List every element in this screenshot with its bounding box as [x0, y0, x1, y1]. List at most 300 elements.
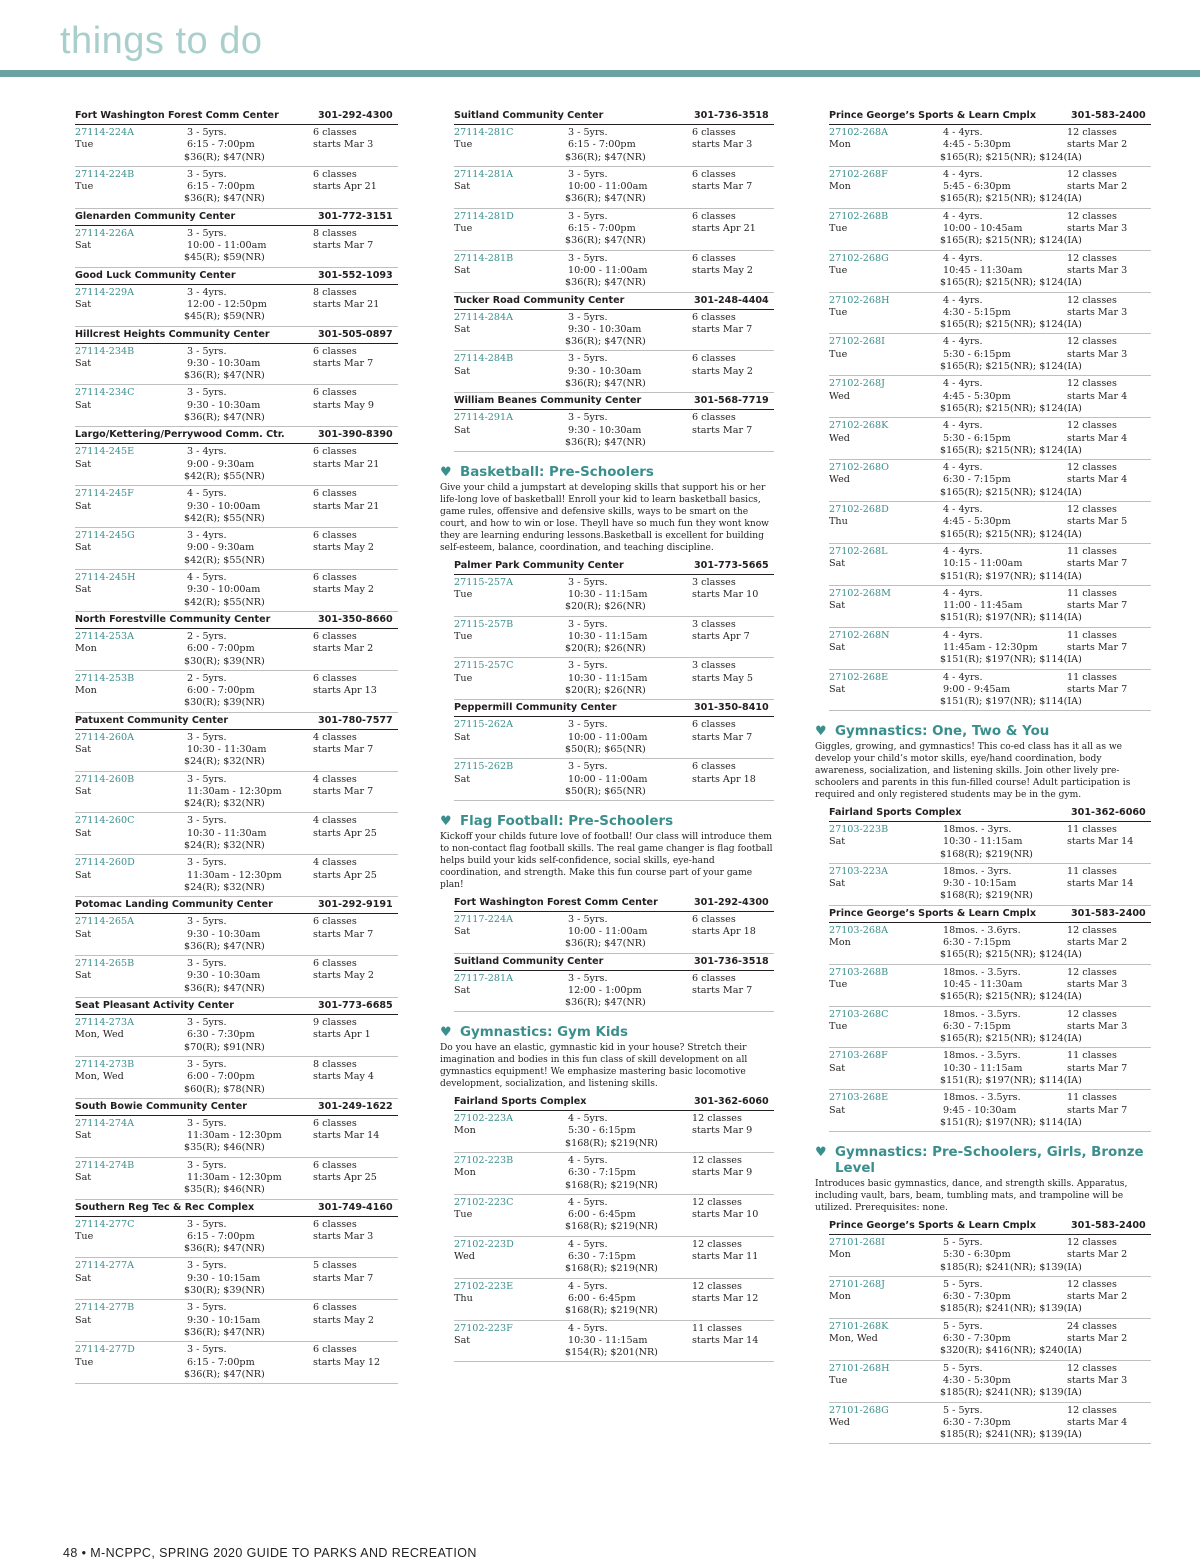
fee: $168(R); $219(NR): [565, 1137, 658, 1149]
start-date: starts Mar 14: [692, 1334, 759, 1346]
meeting-time: 10:00 - 11:00am: [568, 264, 648, 276]
age-range: 3 - 5yrs.: [187, 916, 227, 928]
fee: $185(R); $241(NR); $139(IA): [940, 1303, 1082, 1315]
start-date: starts May 12: [313, 1356, 381, 1368]
class-count: 6 classes: [313, 446, 357, 458]
meeting-time: 9:00 - 9:45am: [943, 683, 1011, 695]
activity-code[interactable]: 27102-223D: [454, 1238, 514, 1250]
activity-code[interactable]: 27103-268B: [829, 966, 889, 978]
class-count: 6 classes: [313, 1159, 357, 1171]
start-date: starts Mar 9: [692, 1167, 753, 1179]
age-range: 3 - 5yrs.: [187, 387, 227, 399]
spacer: [454, 235, 568, 247]
class-entry: [454, 209, 774, 251]
fee: $36(R); $47(NR): [184, 151, 265, 163]
spacer: [829, 696, 943, 708]
fee: $50(R); $65(NR): [565, 785, 646, 797]
spacer: [829, 890, 943, 902]
activity-code[interactable]: 27102-268L: [829, 545, 888, 557]
start-date: starts May 2: [692, 264, 754, 276]
activity-code[interactable]: 27102-223F: [454, 1322, 513, 1334]
age-range: 4 - 5yrs.: [568, 1280, 608, 1292]
class-count: 8 classes: [313, 286, 357, 298]
meeting-time: 4:45 - 5:30pm: [943, 516, 1011, 528]
meeting-time: 10:30 - 11:30am: [187, 827, 267, 839]
meeting-time: 5:45 - 6:30pm: [943, 181, 1011, 193]
activity-code[interactable]: 27114-281C: [454, 127, 514, 138]
meeting-time: 10:30 - 11:15am: [568, 588, 648, 600]
activity-code[interactable]: 27117-281A: [454, 972, 514, 984]
activity-code[interactable]: 27102-223B: [454, 1154, 514, 1166]
spacer: [75, 1142, 187, 1154]
section-title: [440, 1025, 774, 1041]
class-entry: [454, 971, 774, 1013]
header-rule: [0, 70, 1200, 77]
class-count: 12 classes: [1067, 336, 1117, 348]
activity-code[interactable]: 27114-260C: [75, 815, 135, 827]
fee: $165(R); $215(NR); $124(IA): [940, 235, 1082, 247]
class-count: 6 classes: [313, 916, 357, 928]
fee: $168(R); $219(NR): [565, 1179, 658, 1191]
activity-code[interactable]: 27114-253A: [75, 630, 135, 642]
age-range: 3 - 5yrs.: [187, 127, 227, 138]
meeting-day: Tue: [829, 978, 848, 990]
age-range: 3 - 5yrs.: [568, 913, 608, 925]
meeting-day: Wed: [829, 390, 850, 402]
meeting-time: 6:30 - 7:15pm: [943, 937, 1011, 949]
class-count: 6 classes: [692, 210, 736, 222]
age-range: 4 - 5yrs.: [568, 1154, 608, 1166]
activity-code[interactable]: 27114-245E: [75, 446, 135, 458]
start-date: starts May 9: [313, 399, 375, 411]
activity-code[interactable]: 27114-265A: [75, 916, 135, 928]
meeting-time: 9:45 - 10:30am: [943, 1104, 1017, 1116]
spacer: [454, 152, 568, 164]
fee: $168(R); $219(NR): [565, 1305, 658, 1317]
meeting-day: Sat: [75, 542, 92, 554]
age-range: 2 - 5yrs.: [187, 630, 227, 642]
spacer: [75, 311, 187, 323]
age-range: 18mos. - 3yrs.: [943, 865, 1012, 877]
center-name: Fort Washington Forest Comm Center: [75, 110, 279, 121]
activity-code[interactable]: 27102-268J: [829, 378, 885, 390]
activity-code[interactable]: 27102-268K: [829, 420, 889, 432]
class-count: 6 classes: [313, 672, 357, 684]
start-date: starts Mar 7: [1067, 1104, 1128, 1116]
meeting-day: Mon: [829, 1249, 851, 1261]
activity-code[interactable]: 27114-273A: [75, 1017, 135, 1029]
fee: $36(R); $47(NR): [565, 378, 646, 390]
spacer: [454, 1305, 568, 1317]
activity-code[interactable]: 27101-268I: [829, 1236, 885, 1248]
class-entry: [829, 209, 1151, 251]
activity-code[interactable]: 27114-229A: [75, 286, 135, 298]
meeting-time: 9:30 - 10:15am: [187, 1272, 261, 1284]
class-count: 11 classes: [1067, 671, 1117, 683]
spacer: [829, 849, 943, 861]
activity-code[interactable]: 27114-277C: [75, 1218, 135, 1230]
center-phone: 301-736-3518: [694, 110, 769, 121]
center-name: Palmer Park Community Center: [454, 559, 624, 571]
age-range: 3 - 5yrs.: [568, 618, 608, 630]
activity-code[interactable]: 27115-262A: [454, 719, 514, 731]
start-date: starts Mar 2: [1067, 937, 1128, 949]
page-footer: 48 • M-NCPPC, SPRING 2020 GUIDE TO PARKS AND RECREATION: [63, 1546, 477, 1560]
meeting-day: Mon, Wed: [829, 1333, 878, 1345]
spacer: [75, 882, 187, 894]
center-phone: 301-248-4404: [694, 294, 769, 306]
start-date: starts May 2: [313, 1314, 375, 1326]
activity-code[interactable]: 27102-268O: [829, 462, 889, 474]
age-range: 3 - 5yrs.: [187, 1260, 227, 1272]
fee: $165(R); $215(NR); $124(IA): [940, 1033, 1082, 1045]
meeting-day: Sat: [454, 323, 471, 335]
activity-code[interactable]: 27114-234C: [75, 387, 135, 399]
center-block: [75, 999, 398, 1100]
meeting-day: Thu: [829, 516, 848, 528]
start-date: starts Mar 7: [313, 928, 374, 940]
center-phone: 301-292-4300: [318, 110, 393, 121]
activity-code[interactable]: 27103-268E: [829, 1092, 889, 1104]
activity-code[interactable]: 27114-281B: [454, 252, 514, 264]
activity-code[interactable]: 27101-268J: [829, 1278, 885, 1290]
age-range: 5 - 5yrs.: [943, 1404, 983, 1416]
class-count: 6 classes: [313, 488, 357, 500]
spacer: [454, 1347, 568, 1359]
meeting-day: Tue: [75, 1356, 94, 1368]
meeting-day: Wed: [454, 1251, 475, 1263]
class-count: 12 classes: [1067, 1008, 1117, 1020]
meeting-day: Wed: [829, 474, 850, 486]
fee: $35(R); $46(NR): [184, 1184, 265, 1196]
activity-code[interactable]: 27114-245G: [75, 530, 135, 542]
fee: $165(R); $215(NR); $124(IA): [940, 402, 1082, 414]
center-name: Largo/Kettering/Perrywood Comm. Ctr.: [75, 429, 285, 441]
activity-code[interactable]: 27102-268D: [829, 504, 889, 516]
fee: $36(R); $47(NR): [184, 412, 265, 424]
meeting-day: Sat: [829, 1104, 846, 1116]
class-count: 12 classes: [692, 1113, 742, 1125]
start-date: starts Mar 3: [1067, 306, 1128, 318]
fee: $42(R); $55(NR): [184, 596, 265, 608]
class-count: 12 classes: [1067, 294, 1117, 306]
activity-code[interactable]: 27103-268C: [829, 1008, 889, 1020]
center-block: [75, 109, 398, 210]
fee: $36(R); $47(NR): [565, 193, 646, 205]
class-count: 6 classes: [692, 412, 736, 424]
class-entry: [454, 717, 774, 759]
center-block: [75, 1100, 398, 1201]
center-header: [454, 1095, 774, 1111]
activity-code[interactable]: 27114-273B: [75, 1058, 135, 1070]
class-count: 12 classes: [1067, 127, 1117, 138]
class-count: 12 classes: [692, 1238, 742, 1250]
meeting-time: 6:15 - 7:00pm: [187, 1356, 255, 1368]
spacer: [829, 571, 943, 583]
activity-code[interactable]: 27103-268F: [829, 1050, 888, 1062]
meeting-time: 6:00 - 6:45pm: [568, 1209, 636, 1221]
heart-icon: ♥: [440, 1025, 452, 1041]
center-name: William Beanes Community Center: [454, 395, 642, 407]
center-header: [75, 428, 398, 444]
meeting-day: Mon, Wed: [75, 1029, 124, 1041]
activity-code[interactable]: 27103-223A: [829, 865, 889, 877]
age-range: 3 - 5yrs.: [568, 127, 608, 138]
activity-code[interactable]: 27114-274A: [75, 1117, 135, 1129]
center-block: [75, 1201, 398, 1386]
spacer: [75, 412, 187, 424]
activity-code[interactable]: 27115-257B: [454, 618, 514, 630]
spacer: [454, 437, 568, 449]
class-entry: [829, 1007, 1151, 1049]
meeting-time: 11:00 - 11:45am: [943, 600, 1023, 612]
start-date: starts Apr 18: [692, 773, 756, 785]
center-header: [75, 898, 398, 914]
class-count: 6 classes: [313, 958, 357, 970]
start-date: starts Mar 3: [1067, 1020, 1128, 1032]
age-range: 3 - 5yrs.: [568, 311, 608, 323]
class-count: 6 classes: [692, 252, 736, 264]
age-range: 3 - 5yrs.: [568, 412, 608, 424]
meeting-time: 12:00 - 12:50pm: [187, 298, 267, 310]
meeting-day: Mon: [454, 1167, 476, 1179]
fee: $168(R); $219(NR): [565, 1263, 658, 1275]
spacer: [75, 370, 187, 382]
meeting-time: 9:00 - 9:30am: [187, 542, 255, 554]
class-entry: [829, 251, 1151, 293]
meeting-day: Sat: [75, 970, 92, 982]
class-entry: [454, 617, 774, 659]
center-header: [75, 999, 398, 1015]
class-entry: [75, 528, 398, 570]
center-header: [75, 613, 398, 629]
center-name: Prince George’s Sports & Learn Cmplx: [829, 1219, 1037, 1231]
fee: $24(R); $32(NR): [184, 798, 265, 810]
center-block: [440, 394, 774, 453]
activity-code[interactable]: 27115-257C: [454, 660, 514, 672]
center-phone: 301-292-4300: [694, 896, 769, 908]
class-count: 6 classes: [692, 168, 736, 180]
spacer: [454, 685, 568, 697]
meeting-time: 12:00 - 1:00pm: [568, 984, 642, 996]
activity-code[interactable]: 27102-268A: [829, 127, 889, 138]
class-count: 12 classes: [1067, 420, 1117, 432]
start-date: starts Apr 1: [313, 1029, 371, 1041]
activity-code[interactable]: 27103-268A: [829, 924, 889, 936]
start-date: starts Apr 25: [313, 1172, 377, 1183]
class-entry: [829, 628, 1151, 670]
meeting-day: Tue: [75, 1230, 94, 1242]
activity-code[interactable]: 27102-223A: [454, 1113, 514, 1125]
class-count: 4 classes: [313, 815, 357, 827]
age-range: 4 - 5yrs.: [187, 488, 227, 500]
section-title-text: Gymnastics: Pre-Schoolers, Girls, Bronze Level: [835, 1145, 1144, 1177]
activity-code[interactable]: 27102-268G: [829, 252, 889, 264]
class-count: 12 classes: [1067, 1278, 1117, 1290]
activity-code[interactable]: 27102-268F: [829, 168, 888, 180]
activity-code[interactable]: 27115-257A: [454, 576, 514, 588]
class-entry: [75, 1015, 398, 1057]
class-entry: [75, 344, 398, 386]
center-name: Prince George’s Sports & Learn Cmplx: [829, 110, 1037, 121]
class-entry: [829, 418, 1151, 460]
meeting-time: 10:30 - 11:15am: [568, 672, 648, 684]
meeting-time: 9:30 - 10:30am: [187, 399, 261, 411]
class-count: 12 classes: [1067, 1362, 1117, 1374]
fee: $165(R); $215(NR); $124(IA): [940, 361, 1082, 373]
meeting-day: Tue: [829, 348, 848, 360]
class-count: 6 classes: [692, 353, 736, 365]
meeting-time: 6:00 - 7:00pm: [187, 685, 255, 697]
activity-code[interactable]: 27114-281D: [454, 210, 514, 222]
class-entry: [75, 226, 398, 268]
class-count: 12 classes: [1067, 252, 1117, 264]
age-range: 18mos. - 3.5yrs.: [943, 1092, 1021, 1104]
activity-code[interactable]: 27102-268N: [829, 629, 890, 641]
meeting-day: Mon: [75, 685, 97, 697]
center-block: [75, 898, 398, 999]
class-count: 12 classes: [1067, 966, 1117, 978]
age-range: 4 - 4yrs.: [943, 210, 983, 222]
activity-code[interactable]: 27114-265B: [75, 958, 135, 970]
age-range: 4 - 5yrs.: [568, 1238, 608, 1250]
start-date: starts Mar 7: [692, 424, 753, 436]
meeting-day: Sat: [454, 365, 471, 377]
age-range: 3 - 4yrs.: [187, 446, 227, 458]
center-phone: 301-350-8410: [694, 702, 769, 714]
age-range: 3 - 4yrs.: [187, 530, 227, 542]
class-entry: [75, 956, 398, 998]
fee: $36(R); $47(NR): [184, 1326, 265, 1338]
spacer: [75, 656, 187, 668]
meeting-day: Tue: [454, 630, 473, 642]
center-block: [440, 1095, 774, 1363]
center-header: [75, 714, 398, 730]
center-name: Glenarden Community Center: [75, 210, 236, 222]
fee: $42(R); $55(NR): [184, 512, 265, 524]
age-range: 3 - 5yrs.: [187, 1058, 227, 1070]
activity-code[interactable]: 27101-268K: [829, 1320, 889, 1332]
activity-code[interactable]: 27114-245H: [75, 572, 136, 584]
activity-code[interactable]: 27114-284A: [454, 311, 514, 323]
activity-code[interactable]: 27114-226A: [75, 227, 135, 239]
age-range: 4 - 4yrs.: [943, 294, 983, 306]
activity-code[interactable]: 27102-268I: [829, 336, 885, 348]
activity-code[interactable]: 27102-268B: [829, 210, 889, 222]
activity-code[interactable]: 27102-268H: [829, 294, 890, 306]
class-entry: [829, 125, 1151, 167]
activity-code[interactable]: 27114-281A: [454, 168, 514, 180]
spacer: [75, 798, 187, 810]
page-title: things to do: [60, 20, 263, 62]
class-entry: [454, 125, 774, 167]
spacer: [75, 513, 187, 525]
activity-code[interactable]: 27101-268H: [829, 1362, 890, 1374]
activity-code[interactable]: 27114-274B: [75, 1159, 135, 1171]
spacer: [454, 336, 568, 348]
age-range: 3 - 5yrs.: [187, 168, 227, 180]
activity-code[interactable]: 27114-277D: [75, 1344, 135, 1356]
meeting-time: 5:30 - 6:15pm: [568, 1125, 636, 1137]
start-date: starts Mar 12: [692, 1292, 759, 1304]
class-entry: [75, 385, 398, 427]
class-count: 4 classes: [313, 857, 357, 869]
class-count: 3 classes: [692, 618, 736, 630]
activity-code[interactable]: 27114-260B: [75, 773, 135, 785]
fee: $36(R); $47(NR): [565, 997, 646, 1009]
age-range: 3 - 5yrs.: [187, 731, 227, 743]
activity-code[interactable]: 27102-223C: [454, 1196, 514, 1208]
activity-code[interactable]: 27114-284B: [454, 353, 514, 365]
class-count: 6 classes: [313, 630, 357, 642]
activity-code[interactable]: 27114-253B: [75, 672, 135, 684]
meeting-time: 6:30 - 7:30pm: [943, 1291, 1011, 1303]
meeting-day: Sat: [454, 181, 471, 193]
start-date: starts Mar 2: [1067, 1333, 1128, 1345]
section-title: [815, 724, 1151, 740]
spacer: [75, 555, 187, 567]
start-date: starts Mar 7: [1067, 558, 1128, 570]
spacer: [454, 1221, 568, 1233]
class-count: 4 classes: [313, 773, 357, 785]
activity-code[interactable]: 27114-291A: [454, 412, 514, 424]
class-entry: [75, 772, 398, 814]
center-phone: 301-773-5665: [694, 559, 769, 571]
section-title-text: Gymnastics: Gym Kids: [460, 1025, 628, 1041]
class-entry: [75, 1300, 398, 1342]
center-phone: 301-505-0897: [318, 328, 393, 340]
activity-code[interactable]: 27117-224A: [454, 913, 514, 925]
activity-code[interactable]: 27114-277A: [75, 1260, 135, 1272]
age-range: 4 - 4yrs.: [943, 462, 983, 474]
activity-code[interactable]: 27102-268M: [829, 587, 891, 599]
activity-code[interactable]: 27102-223E: [454, 1280, 514, 1292]
spacer: [829, 445, 943, 457]
center-phone: 301-568-7719: [694, 395, 769, 407]
meeting-time: 6:30 - 7:15pm: [568, 1251, 636, 1263]
activity-code[interactable]: 27114-277B: [75, 1302, 135, 1314]
activity-code[interactable]: 27103-223B: [829, 824, 889, 835]
age-range: 4 - 4yrs.: [943, 168, 983, 180]
age-range: 3 - 5yrs.: [187, 857, 227, 869]
meeting-day: Sat: [75, 827, 92, 839]
class-count: 3 classes: [692, 576, 736, 588]
activity-code[interactable]: 27114-224B: [75, 168, 135, 180]
activity-code[interactable]: 27114-224A: [75, 127, 135, 138]
activity-code[interactable]: 27102-268E: [829, 671, 889, 683]
activity-code[interactable]: 27114-260A: [75, 731, 135, 743]
activity-code[interactable]: 27114-245F: [75, 488, 134, 500]
meeting-day: Sat: [829, 878, 846, 890]
fee: $151(R); $197(NR); $114(IA): [940, 570, 1082, 582]
activity-code[interactable]: 27101-268G: [829, 1404, 889, 1416]
age-range: 5 - 5yrs.: [943, 1320, 983, 1332]
start-date: starts May 2: [313, 584, 375, 596]
activity-code[interactable]: 27114-260D: [75, 857, 135, 869]
meeting-day: Mon: [75, 643, 97, 655]
center-name: Suitland Community Center: [454, 110, 604, 121]
start-date: starts Mar 10: [692, 588, 759, 600]
age-range: 18mos. - 3.5yrs.: [943, 1008, 1021, 1020]
age-range: 3 - 5yrs.: [187, 1344, 227, 1356]
age-range: 3 - 5yrs.: [187, 1017, 227, 1029]
age-range: 4 - 4yrs.: [943, 336, 983, 348]
activity-code[interactable]: 27114-234B: [75, 345, 135, 357]
meeting-day: Sat: [454, 1334, 471, 1346]
fee: $36(R); $47(NR): [184, 370, 265, 382]
activity-code[interactable]: 27115-262B: [454, 761, 514, 773]
class-entry: [75, 813, 398, 855]
